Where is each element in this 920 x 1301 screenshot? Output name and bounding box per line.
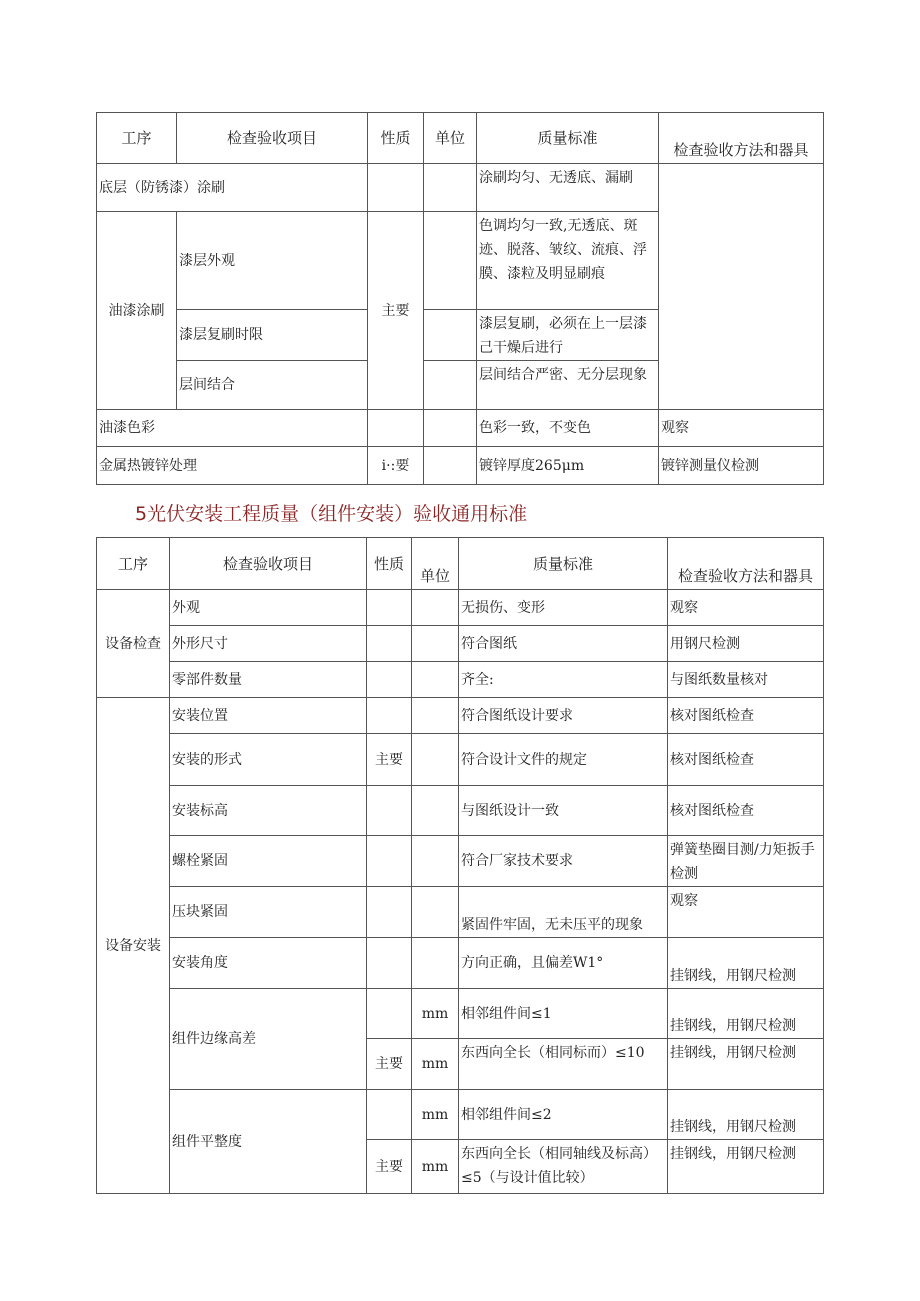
cell-item: 安装位置: [170, 698, 367, 734]
table-row: [97, 938, 824, 989]
cell-nature: [367, 786, 412, 836]
cell-nature: [367, 662, 412, 698]
cell-nature: [367, 887, 412, 938]
section-title: 5光伏安装工程质量（组件安装）验收通用标准: [135, 503, 528, 525]
cell-standard: 无损伤、变形: [459, 590, 668, 626]
cell-standard: 与图纸设计一致: [459, 786, 668, 836]
cell-standard: 漆层复刷，必须在上一层漆己干燥后进行: [477, 310, 659, 361]
header-unit: 单位: [424, 113, 477, 164]
cell-standard: 符合设计文件的规定: [459, 734, 668, 786]
header-standard: 质量标准: [459, 538, 668, 590]
cell-method: 观察: [668, 590, 824, 626]
header-nature: 性质: [367, 538, 412, 590]
cell-unit: [412, 887, 459, 938]
cell-method: 核对图纸检查: [668, 786, 824, 836]
header-nature: 性质: [368, 113, 424, 164]
table-row: [97, 590, 824, 626]
cell-nature: 主要: [367, 1140, 412, 1194]
cell-unit: [412, 698, 459, 734]
header-unit: 单位: [412, 538, 459, 590]
cell-process: 油漆色彩: [97, 410, 368, 447]
group-install: 设备安装: [97, 698, 170, 1194]
cell-standard: 镀锌厚度265μm: [477, 447, 659, 485]
cell-item: 漆层复刷时限: [177, 310, 368, 361]
table-row: [97, 786, 824, 836]
cell-item: 外形尺寸: [170, 626, 367, 662]
table-row: [97, 1090, 824, 1140]
cell-nature: [367, 698, 412, 734]
cell-unit: [424, 212, 477, 310]
cell-item: 外观: [170, 590, 367, 626]
cell-unit: [412, 662, 459, 698]
cell-item: 压块紧固: [170, 887, 367, 938]
cell-nature: [367, 836, 412, 887]
cell-nature: [367, 590, 412, 626]
cell-method: 用钢尺检测: [668, 626, 824, 662]
cell-item-flat: 组件平整度: [170, 1090, 367, 1194]
table-row: [97, 734, 824, 786]
cell-method: 挂钢线，用钢尺检测: [668, 1039, 824, 1090]
cell-method: 镀锌测量仪检测: [659, 447, 824, 485]
table-row: [97, 626, 824, 662]
cell-item: 螺栓紧固: [170, 836, 367, 887]
cell-nature: 主要: [367, 1039, 412, 1090]
cell-unit: mm: [412, 1140, 459, 1194]
cell-method: 观察: [659, 410, 824, 447]
cell-method: [659, 164, 824, 410]
header-item: 检查验收项目: [170, 538, 367, 590]
cell-unit: mm: [412, 1090, 459, 1140]
header-method: 检查验收方法和器具: [659, 113, 824, 164]
cell-item: 安装的形式: [170, 734, 367, 786]
cell-method: 挂钢线，用钢尺检测: [668, 938, 824, 989]
table-row: [97, 887, 824, 938]
header-item: 检查验收项目: [177, 113, 368, 164]
cell-standard: 符合厂家技术要求: [459, 836, 668, 887]
cell-method: 观察: [668, 887, 824, 938]
cell-standard: 相邻组件间≤2: [459, 1090, 668, 1140]
cell-standard: 相邻组件间≤1: [459, 989, 668, 1039]
table-row: [97, 989, 824, 1039]
cell-nature: [367, 938, 412, 989]
cell-unit: [412, 626, 459, 662]
cell-unit: [424, 447, 477, 485]
cell-unit: mm: [412, 1039, 459, 1090]
cell-item-edge: 组件边缘高差: [170, 989, 367, 1090]
table-row: [97, 836, 824, 887]
header-process: 工序: [97, 113, 177, 164]
cell-unit: [424, 164, 477, 212]
cell-unit: [412, 938, 459, 989]
cell-item: 零部件数量: [170, 662, 367, 698]
cell-nature: [368, 410, 424, 447]
cell-item: 漆层外观: [177, 212, 368, 310]
paint-table: [96, 112, 824, 485]
cell-unit: mm: [412, 989, 459, 1039]
cell-method: 挂钢线，用钢尺检测: [668, 989, 824, 1039]
cell-standard: 色调均匀一致,无透底、斑迹、脱落、皱纹、流痕、浮膜、漆粒及明显刷痕: [477, 212, 659, 310]
header-method: 检查验收方法和器具: [668, 538, 824, 590]
table-row: [97, 698, 824, 734]
cell-unit: [412, 836, 459, 887]
cell-item: 安装标高: [170, 786, 367, 836]
header-standard: 质量标准: [477, 113, 659, 164]
cell-method: 与图纸数量核对: [668, 662, 824, 698]
cell-nature: [367, 989, 412, 1039]
cell-process: 底层（防锈漆）涂刷: [97, 164, 368, 212]
cell-standard: 色彩一致，不变色: [477, 410, 659, 447]
cell-method: 挂钢线，用钢尺检测: [668, 1140, 824, 1194]
cell-standard: 涂刷均匀、无透底、漏刷: [477, 164, 659, 212]
group-paint: 油漆涂刷: [97, 212, 177, 410]
cell-standard: 齐全:: [459, 662, 668, 698]
cell-standard: 符合图纸设计要求: [459, 698, 668, 734]
cell-item: 安装角度: [170, 938, 367, 989]
cell-standard: 层间结合严密、无分层现象: [477, 361, 659, 410]
cell-standard: 符合图纸: [459, 626, 668, 662]
cell-unit: [412, 590, 459, 626]
cell-unit: [424, 361, 477, 410]
cell-nature: [367, 626, 412, 662]
cell-standard: 紧固件牢固，无未压平的现象: [459, 887, 668, 938]
cell-process: 金属热镀锌处理: [97, 447, 368, 485]
cell-standard: 东西向全长（相同轴线及标高）≤5（与设计值比较）: [459, 1140, 668, 1194]
cell-standard: 方向正确，且偏差W1°: [459, 938, 668, 989]
cell-nature: i·:要: [368, 447, 424, 485]
group-check: 设备检查: [97, 590, 170, 698]
cell-method: 弹簧垫圈目测/力矩扳手检测: [668, 836, 824, 887]
table-row: [97, 662, 824, 698]
cell-nature: [367, 1090, 412, 1140]
module-install-table: [96, 537, 824, 1194]
cell-unit: [424, 310, 477, 361]
cell-method: 核对图纸检查: [668, 734, 824, 786]
cell-unit: [424, 410, 477, 447]
cell-unit: [412, 734, 459, 786]
cell-unit: [412, 786, 459, 836]
cell-standard: 东西向全长（相同标而）≤10: [459, 1039, 668, 1090]
cell-method: 挂钢线，用钢尺检测: [668, 1090, 824, 1140]
cell-nature: 主要: [367, 734, 412, 786]
cell-nature-main: 主要: [368, 212, 424, 410]
cell-nature: [368, 164, 424, 212]
header-process: 工序: [97, 538, 170, 590]
cell-item: 层间结合: [177, 361, 368, 410]
cell-method: 核对图纸检查: [668, 698, 824, 734]
